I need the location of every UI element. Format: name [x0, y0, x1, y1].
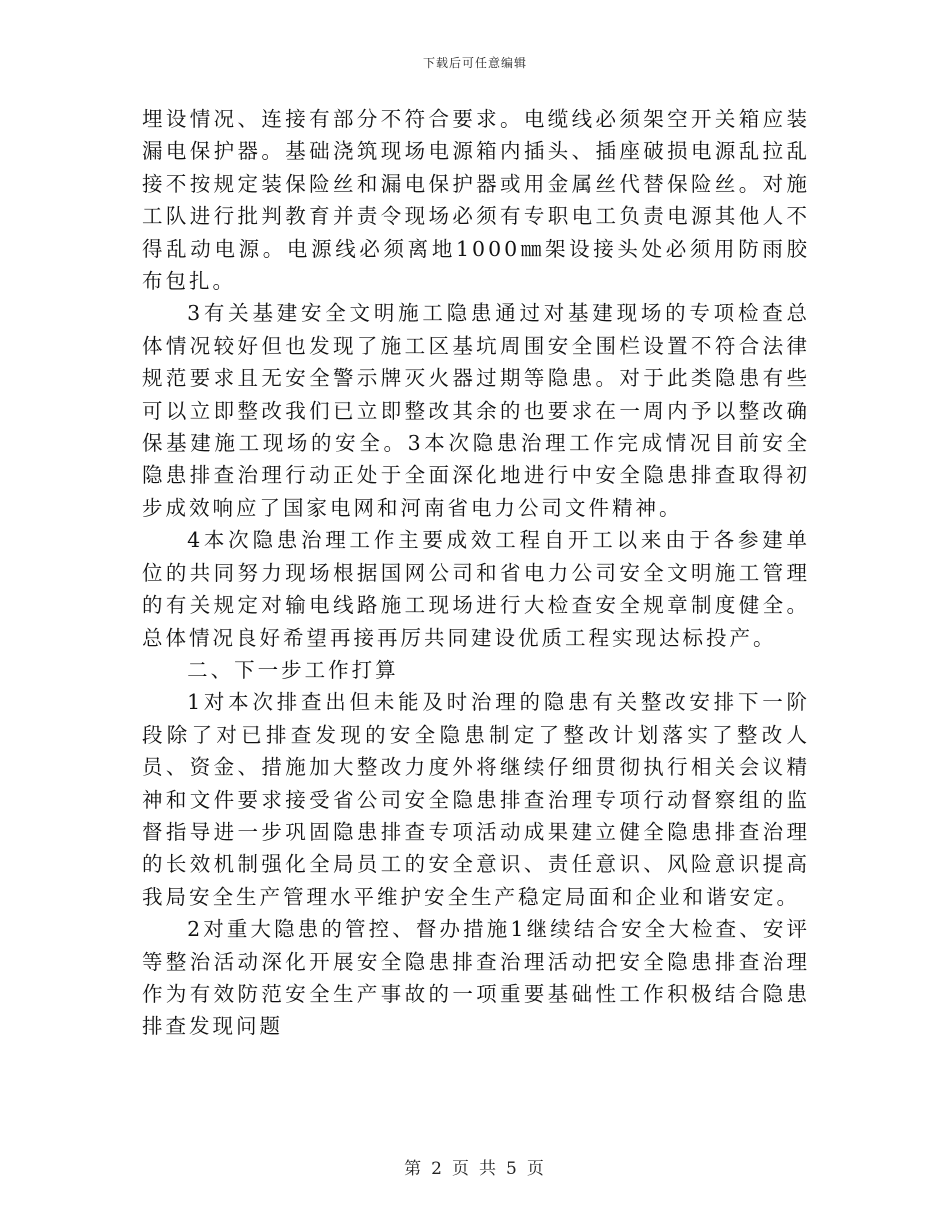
document-body: [142, 103, 810, 1043]
paragraph-item-4: 4本次隐患治理工作主要成效工程自开工以来由于各参建单位的共同努力现场根据国网公司和省电力公司安全文明施工管理的有关规定对输电线路施工现场进行大检查安全规章制度健全。总体情况良好希望再接再厉共同建设优质工程实现达标投产。: [142, 528, 810, 650]
total-prefix: 共: [479, 1159, 498, 1179]
paragraph-next-step-2: 2对重大隐患的管控、督办措施1继续结合安全大检查、安评等整治活动深化开展安全隐患排查治理活动把安全隐患排查治理作为有效防范安全生产事故的一项重要基础性工作积极结合隐患排查发现问题: [142, 917, 810, 1039]
paragraph-item-3: 3有关基建安全文明施工隐患通过对基建现场的专项检查总体情况较好但也发现了施工区基坑周围安全围栏设置不符合法律规范要求且无安全警示牌灭火器过期等隐患。对于此类隐患有些可以立即整改我们已立即整改其余的也要求在一周内予以整改确保基建施工现场的安全。3本次隐患治理工作完成情况目前安全隐患排查治理行动正处于全面深化地进行中安全隐患排查取得初步成效响应了国家电网和河南省电力公司文件精神。: [142, 301, 810, 520]
total-unit: 页: [526, 1159, 546, 1179]
total-pages-number: 5: [506, 1159, 519, 1179]
current-page-number: 2: [431, 1159, 444, 1179]
page-unit: 页: [452, 1159, 471, 1179]
page-header-note: 下载后可任意编辑: [422, 56, 527, 70]
page-footer: [0, 1154, 950, 1179]
paragraph-continued: 埋设情况、连接有部分不符合要求。电缆线必须架空开关箱应装漏电保护器。基础浇筑现场电源箱内插头、插座破损电源乱拉乱接不按规定装保险丝和漏电保护器或用金属丝代替保险丝。对施工队进行批判教育并责令现场必须有专职电工负责电源其他人不得乱动电源。电源线必须离地1000㎜架设接头处必须用防雨胶布包扎。: [142, 107, 810, 294]
section-heading-next-steps: 二、下一步工作打算: [187, 657, 399, 682]
page-prefix: 第: [404, 1159, 424, 1179]
paragraph-next-step-1: 1对本次排查出但未能及时治理的隐患有关整改安排下一阶段除了对已排查发现的安全隐患制定了整改计划落实了整改人员、资金、措施加大整改力度外将继续仔细贯彻执行相关会议精神和文件要求接受省公司安全隐患排查治理专项行动督察组的监督指导进一步巩固隐患排查专项活动成果建立健全隐患排查治理的长效机制强化全局员工的安全意识、责任意识、风险意识提高我局安全生产管理水平维护安全生产稳定局面和企业和谐安定。: [142, 690, 810, 909]
